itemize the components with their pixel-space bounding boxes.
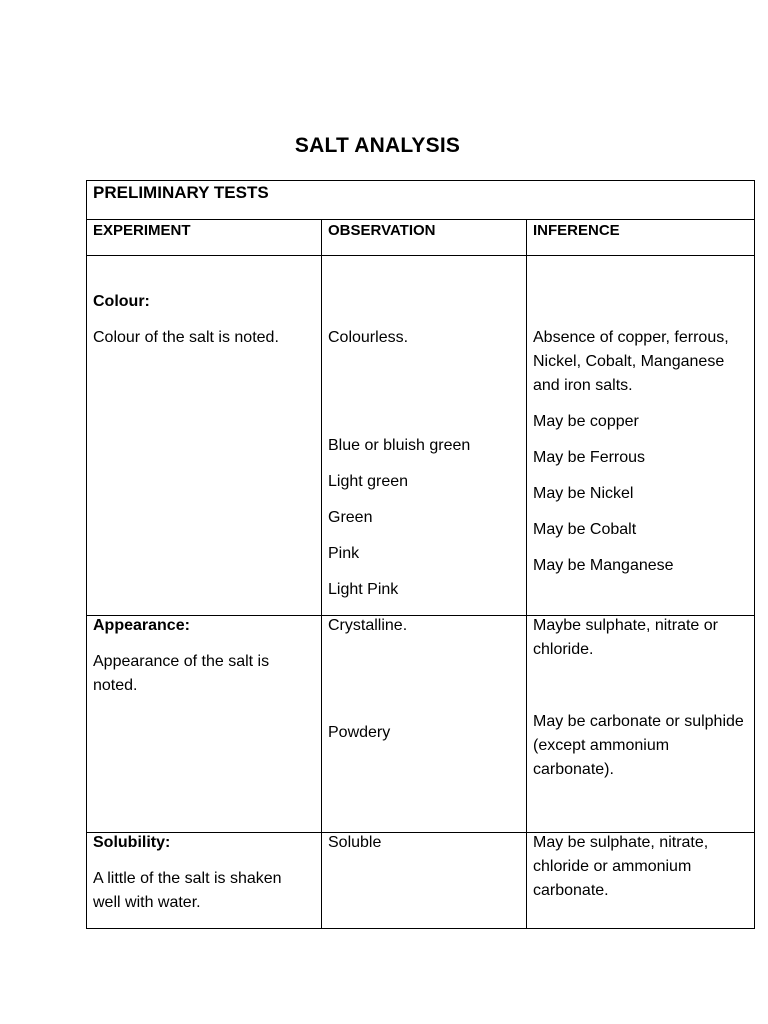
observation-text: Light green xyxy=(328,473,409,490)
observation-text: Powdery xyxy=(328,724,391,741)
observation-text: Colourless. xyxy=(328,329,409,346)
inference-text: May be copper xyxy=(533,413,639,430)
header-observation: OBSERVATION xyxy=(328,222,436,239)
header-experiment: EXPERIMENT xyxy=(93,222,191,239)
inference-text: May be Nickel xyxy=(533,485,634,502)
observation-text: Soluble xyxy=(328,834,382,851)
section-title-cell xyxy=(87,181,755,220)
table-row xyxy=(87,256,755,616)
observation-text: Light Pink xyxy=(328,581,399,598)
inference-cell xyxy=(527,616,755,833)
inference-cell xyxy=(527,256,755,616)
observation-text: Green xyxy=(328,509,373,526)
section-title: PRELIMINARY TESTS xyxy=(93,183,269,202)
experiment-cell xyxy=(87,256,322,616)
observation-text: Pink xyxy=(328,545,360,562)
experiment-text: Colour of the salt is noted. xyxy=(93,329,279,346)
inference-text: Maybe sulphate, nitrate or chloride. xyxy=(533,617,718,658)
row-heading: Colour: xyxy=(93,293,150,310)
header-inference: INFERENCE xyxy=(533,222,620,239)
header-cell-inference xyxy=(527,220,755,256)
observation-text: Crystalline. xyxy=(328,617,408,634)
inference-text: May be Manganese xyxy=(533,557,674,574)
row-heading: Appearance: xyxy=(93,617,190,634)
experiment-text: Appearance of the salt is noted. xyxy=(93,653,270,694)
experiment-cell xyxy=(87,616,322,833)
inference-text: May be Ferrous xyxy=(533,449,646,466)
observation-cell xyxy=(322,616,527,833)
experiment-text: A little of the salt is shaken well with water. xyxy=(93,870,282,911)
inference-text: May be sulphate, nitrate, chloride or ammonium carbonate. xyxy=(533,834,709,899)
observation-text: Blue or bluish green xyxy=(328,437,471,454)
header-cell-observation xyxy=(322,220,527,256)
experiment-cell xyxy=(87,833,322,929)
table-row xyxy=(87,616,755,833)
observation-cell xyxy=(322,256,527,616)
header-cell-experiment xyxy=(87,220,322,256)
preliminary-tests-table xyxy=(86,180,755,929)
table-header-row xyxy=(87,220,755,256)
page-title: SALT ANALYSIS xyxy=(294,134,461,157)
table-row xyxy=(87,833,755,929)
observation-cell xyxy=(322,833,527,929)
inference-text: May be Cobalt xyxy=(533,521,637,538)
table-title-row xyxy=(87,181,755,220)
inference-cell xyxy=(527,833,755,929)
inference-text: Absence of copper, ferrous, Nickel, Cobalt, Manganese and iron salts. xyxy=(533,329,729,394)
inference-text: May be carbonate or sulphide (except ammonium carbonate). xyxy=(533,713,744,778)
row-heading: Solubility: xyxy=(93,834,171,851)
